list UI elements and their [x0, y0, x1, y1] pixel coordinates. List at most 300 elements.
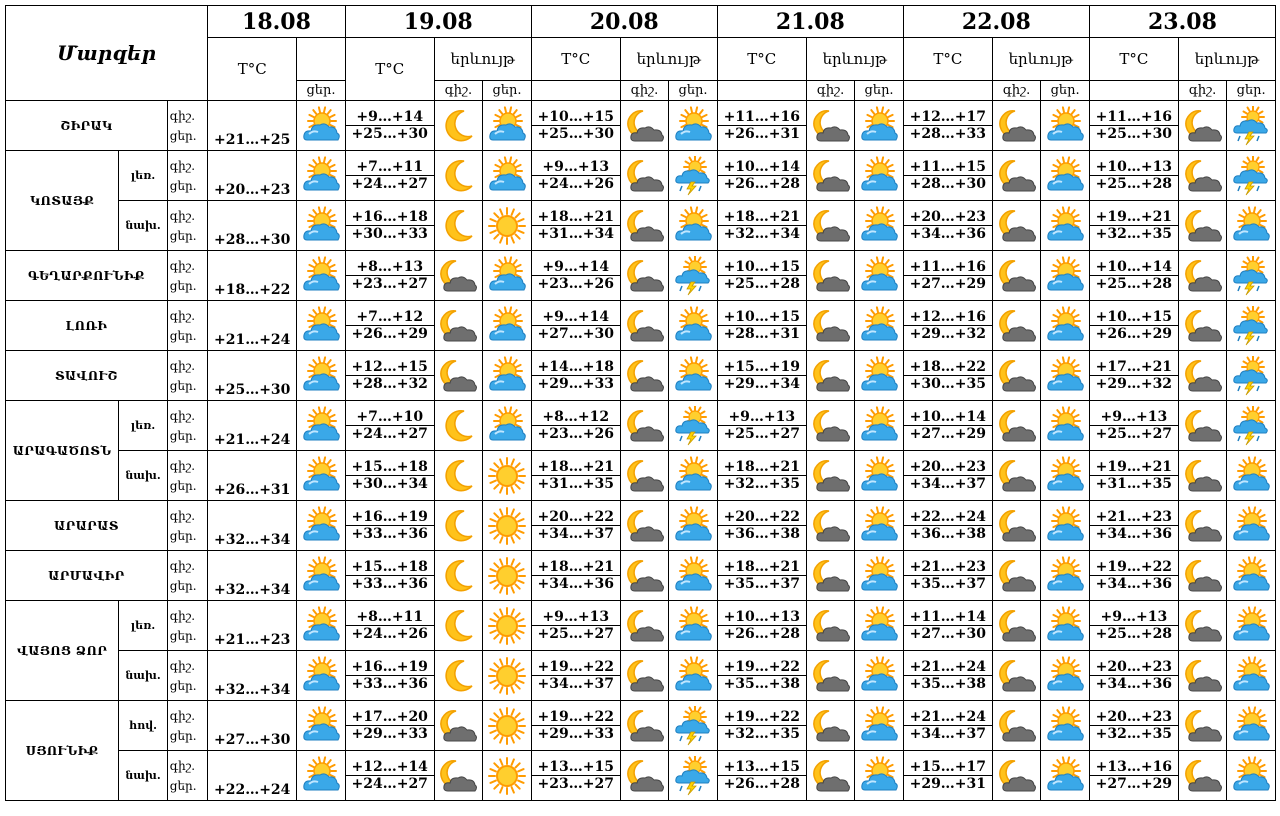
night-temperature: +19…+22 — [1089, 551, 1178, 576]
night-temperature: +9…+13 — [1089, 601, 1178, 626]
moon-icon — [435, 656, 483, 696]
moon-cloud-icon — [807, 706, 855, 746]
table-row — [6, 351, 1276, 376]
regions-header: Մարզեր — [6, 6, 208, 101]
sun-cloud-icon — [297, 456, 345, 496]
night-temperature: +7…+10 — [345, 401, 434, 426]
sun-cloud-icon — [1041, 406, 1089, 446]
weather-icon-cell — [483, 101, 532, 151]
sun-cloud-icon — [855, 406, 903, 446]
night-temperature: +19…+22 — [717, 651, 806, 676]
weather-icon-cell — [992, 101, 1041, 151]
weather-icon-cell — [992, 551, 1041, 601]
day-temperature: +27…+29 — [903, 426, 992, 451]
day-temperature: +25…+27 — [717, 426, 806, 451]
sun-cloud-icon — [1041, 256, 1089, 296]
weather-icon-cell — [669, 651, 718, 701]
night-temperature: +9…+13 — [531, 601, 620, 626]
night-temperature: +11…+16 — [717, 101, 806, 126]
night-temperature: +16…+19 — [345, 651, 434, 676]
temperature-range — [208, 401, 297, 451]
night-temperature: +13…+15 — [717, 751, 806, 776]
day-temperature: +30…+34 — [345, 476, 434, 501]
moon-icon — [435, 556, 483, 596]
moon-cloud-icon — [993, 256, 1041, 296]
day-temperature: +33…+36 — [345, 676, 434, 701]
night-temperature: +11…+15 — [903, 151, 992, 176]
table-row — [6, 601, 1276, 626]
weather-icon-cell — [1227, 401, 1276, 451]
sun-icon — [483, 756, 531, 796]
weather-icon-cell — [434, 401, 483, 451]
weather-icon-cell — [669, 351, 718, 401]
day-temperature: +23…+26 — [531, 276, 620, 301]
sun-cloud-icon — [669, 606, 717, 646]
weather-icon-cell — [855, 651, 904, 701]
weather-icon-cell — [1041, 101, 1090, 151]
day-label: ցեր. — [169, 428, 197, 443]
day-temperature: +34…+37 — [903, 476, 992, 501]
night-temperature: +20…+23 — [1089, 701, 1178, 726]
moon-icon — [435, 156, 483, 196]
night-temperature: +19…+21 — [1089, 451, 1178, 476]
day-temperature: +23…+27 — [531, 776, 620, 801]
weather-icon-cell — [1041, 251, 1090, 301]
night-subheader: գիշ. — [806, 81, 855, 101]
day-temperature: +32…+35 — [1089, 226, 1178, 251]
day-temperature: +29…+33 — [345, 726, 434, 751]
night-temperature: +18…+21 — [531, 551, 620, 576]
moon-cloud-icon — [807, 606, 855, 646]
weather-icon-cell — [1041, 401, 1090, 451]
phenomenon-header: երևույթ — [620, 38, 717, 81]
date-header: 23.08 — [1089, 6, 1275, 38]
weather-icon-cell — [1041, 151, 1090, 201]
sun-cloud-icon — [855, 656, 903, 696]
weather-icon-cell — [620, 351, 669, 401]
moon-cloud-icon — [621, 106, 669, 146]
day-temperature: +21…+24 — [213, 432, 291, 448]
day-label: ցեր. — [169, 278, 197, 293]
moon-cloud-icon — [1179, 356, 1227, 396]
weather-icon-cell — [669, 401, 718, 451]
weather-icon-cell — [806, 601, 855, 651]
sun-cloud-icon — [855, 556, 903, 596]
day-temperature: +25…+30 — [531, 126, 620, 151]
weather-icon-cell — [620, 301, 669, 351]
day-night-label — [167, 151, 207, 201]
moon-cloud-icon — [1179, 556, 1227, 596]
weather-icon-cell — [669, 251, 718, 301]
moon-cloud-icon — [1179, 256, 1227, 296]
day-temperature: +25…+28 — [1089, 626, 1178, 651]
weather-icon-cell — [669, 501, 718, 551]
region-name: ԳԵՂԱՐՔՈՒՆԻՔ — [6, 251, 168, 301]
night-temperature: +10…+13 — [1089, 151, 1178, 176]
moon-cloud-icon — [621, 606, 669, 646]
weather-icon-cell — [806, 151, 855, 201]
table-row — [6, 751, 1276, 776]
moon-cloud-icon — [993, 456, 1041, 496]
day-temperature: +31…+35 — [1089, 476, 1178, 501]
weather-icon-cell — [992, 501, 1041, 551]
day-label: ցեր. — [169, 728, 197, 743]
day-temperature: +28…+30 — [213, 232, 291, 248]
day-night-label — [167, 701, 207, 751]
weather-icon-cell — [992, 251, 1041, 301]
weather-icon-cell — [806, 301, 855, 351]
subregion-label: լեռ. — [119, 401, 168, 451]
weather-icon-cell — [992, 351, 1041, 401]
weather-icon-cell — [992, 451, 1041, 501]
weather-icon-cell — [1227, 301, 1276, 351]
weather-icon-cell — [1178, 401, 1227, 451]
moon-cloud-icon — [993, 206, 1041, 246]
moon-cloud-icon — [1179, 106, 1227, 146]
day-temperature: +28…+31 — [717, 326, 806, 351]
day-temperature: +24…+26 — [345, 626, 434, 651]
day-temperature: +36…+38 — [903, 526, 992, 551]
day-temperature: +29…+31 — [903, 776, 992, 801]
moon-cloud-icon — [807, 206, 855, 246]
night-temperature: +9…+14 — [345, 101, 434, 126]
weather-icon-cell — [855, 301, 904, 351]
weather-icon-cell — [620, 251, 669, 301]
day-temperature: +31…+35 — [531, 476, 620, 501]
moon-cloud-icon — [621, 756, 669, 796]
subregion-label: հով. — [119, 701, 168, 751]
sun-cloud-icon — [1041, 556, 1089, 596]
moon-cloud-icon — [993, 106, 1041, 146]
night-temperature: +9…+14 — [531, 301, 620, 326]
thunderstorm-icon — [1227, 106, 1275, 146]
weather-icon-cell — [434, 251, 483, 301]
sun-icon — [483, 706, 531, 746]
weather-icon-cell — [483, 251, 532, 301]
day-night-label — [167, 501, 207, 551]
sun-cloud-icon — [1041, 156, 1089, 196]
moon-icon — [435, 456, 483, 496]
weather-icon-cell — [620, 701, 669, 751]
night-temperature: +10…+15 — [1089, 301, 1178, 326]
night-temperature: +14…+18 — [531, 351, 620, 376]
sun-cloud-icon — [297, 506, 345, 546]
weather-icon-cell — [806, 401, 855, 451]
temp-header: T°C — [345, 38, 434, 101]
sun-icon — [483, 556, 531, 596]
sun-cloud-icon — [669, 656, 717, 696]
sun-cloud-icon — [297, 206, 345, 246]
sun-cloud-icon — [483, 356, 531, 396]
moon-cloud-icon — [435, 756, 483, 796]
empty-subheader — [903, 81, 992, 101]
sun-cloud-icon — [297, 256, 345, 296]
moon-cloud-icon — [1179, 756, 1227, 796]
moon-cloud-icon — [621, 356, 669, 396]
moon-cloud-icon — [435, 356, 483, 396]
phenomenon-header: երևույթ — [806, 38, 903, 81]
moon-cloud-icon — [621, 656, 669, 696]
weather-icon-cell — [1041, 551, 1090, 601]
subregion-label: նախ. — [119, 201, 168, 251]
date-header: 19.08 — [345, 6, 531, 38]
sun-cloud-icon — [855, 456, 903, 496]
weather-icon-cell — [483, 651, 532, 701]
moon-cloud-icon — [1179, 456, 1227, 496]
sun-cloud-icon — [669, 306, 717, 346]
day-temperature: +30…+33 — [345, 226, 434, 251]
weather-icon-cell — [483, 401, 532, 451]
moon-cloud-icon — [621, 206, 669, 246]
day-temperature: +28…+32 — [345, 376, 434, 401]
day-temperature: +32…+35 — [717, 476, 806, 501]
weather-icon-cell — [1178, 251, 1227, 301]
night-temperature: +18…+21 — [717, 451, 806, 476]
weather-icon-cell — [483, 301, 532, 351]
sun-cloud-icon — [1227, 456, 1275, 496]
moon-cloud-icon — [621, 406, 669, 446]
thunderstorm-icon — [1227, 356, 1275, 396]
day-temperature: +34…+36 — [903, 226, 992, 251]
sun-cloud-icon — [1041, 656, 1089, 696]
moon-cloud-icon — [1179, 506, 1227, 546]
day-temperature: +29…+33 — [531, 726, 620, 751]
temperature-range — [208, 251, 297, 301]
sun-cloud-icon — [855, 106, 903, 146]
weather-icon-cell — [297, 701, 346, 751]
night-temperature: +10…+15 — [717, 301, 806, 326]
temperature-range — [208, 751, 297, 801]
day-temperature: +21…+24 — [213, 332, 291, 348]
day-label: ցեր. — [169, 478, 197, 493]
moon-cloud-icon — [993, 556, 1041, 596]
sun-cloud-icon — [1227, 706, 1275, 746]
night-label: գիշ. — [169, 508, 196, 523]
weather-icon-cell — [1178, 501, 1227, 551]
night-label: գիշ. — [169, 258, 196, 273]
day-temperature: +26…+28 — [717, 776, 806, 801]
sun-cloud-icon — [855, 756, 903, 796]
night-subheader: գիշ. — [434, 81, 483, 101]
weather-icon-cell — [1227, 551, 1276, 601]
weather-icon-cell — [297, 301, 346, 351]
day-temperature: +18…+22 — [213, 282, 291, 298]
sun-cloud-icon — [483, 256, 531, 296]
temp-header: T°C — [717, 38, 806, 81]
moon-cloud-icon — [1179, 206, 1227, 246]
weather-icon-cell — [434, 451, 483, 501]
region-name: ԿՈՏԱՅՔ — [6, 151, 119, 251]
weather-icon-cell — [855, 201, 904, 251]
weather-icon-cell — [1041, 301, 1090, 351]
sun-cloud-icon — [855, 306, 903, 346]
empty-subheader — [1089, 81, 1178, 101]
moon-cloud-icon — [807, 156, 855, 196]
subregion-label: նախ. — [119, 451, 168, 501]
temperature-range — [208, 301, 297, 351]
day-night-label — [167, 601, 207, 651]
sun-cloud-icon — [855, 256, 903, 296]
night-temperature: +22…+24 — [903, 501, 992, 526]
moon-cloud-icon — [807, 456, 855, 496]
weather-icon-cell — [992, 151, 1041, 201]
moon-cloud-icon — [1179, 656, 1227, 696]
night-temperature: +17…+21 — [1089, 351, 1178, 376]
day-night-label — [167, 351, 207, 401]
moon-cloud-icon — [807, 556, 855, 596]
weather-icon-cell — [806, 501, 855, 551]
temperature-range — [208, 201, 297, 251]
weather-icon-cell — [620, 401, 669, 451]
day-temperature: +36…+38 — [717, 526, 806, 551]
weather-icon-cell — [620, 451, 669, 501]
day-temperature: +35…+38 — [717, 676, 806, 701]
day-night-label — [167, 401, 207, 451]
sun-cloud-icon — [669, 106, 717, 146]
night-temperature: +21…+24 — [903, 651, 992, 676]
moon-cloud-icon — [621, 456, 669, 496]
temperature-range — [208, 101, 297, 151]
day-temperature: +32…+35 — [1089, 726, 1178, 751]
region-name: ՏԱՎՈՒՇ — [6, 351, 168, 401]
region-name: ԱՐՄԱՎԻՐ — [6, 551, 168, 601]
table-row — [6, 301, 1276, 326]
sun-cloud-icon — [855, 606, 903, 646]
moon-cloud-icon — [621, 506, 669, 546]
weather-icon-cell — [806, 651, 855, 701]
date-header: 20.08 — [531, 6, 717, 38]
day-temperature: +24…+26 — [531, 176, 620, 201]
sun-cloud-icon — [297, 156, 345, 196]
subregion-label: նախ. — [119, 751, 168, 801]
date-header: 21.08 — [717, 6, 903, 38]
weather-icon-cell — [1227, 501, 1276, 551]
day-temperature: +26…+29 — [345, 326, 434, 351]
day-night-label — [167, 551, 207, 601]
sun-cloud-icon — [297, 406, 345, 446]
day-temperature: +23…+26 — [531, 426, 620, 451]
weather-icon-cell — [992, 651, 1041, 701]
night-temperature: +20…+23 — [903, 201, 992, 226]
weather-icon-cell — [1227, 451, 1276, 501]
day-temperature: +34…+37 — [531, 676, 620, 701]
sun-cloud-icon — [1227, 506, 1275, 546]
moon-cloud-icon — [1179, 706, 1227, 746]
sun-cloud-icon — [1041, 306, 1089, 346]
day-temperature: +34…+36 — [1089, 526, 1178, 551]
day-temperature: +27…+30 — [903, 626, 992, 651]
day-temperature: +35…+37 — [903, 576, 992, 601]
moon-cloud-icon — [1179, 606, 1227, 646]
night-temperature: +15…+19 — [717, 351, 806, 376]
moon-cloud-icon — [621, 706, 669, 746]
weather-icon-cell — [1227, 251, 1276, 301]
weather-icon-cell — [1041, 451, 1090, 501]
day-temperature: +25…+28 — [1089, 176, 1178, 201]
weather-icon-cell — [1178, 301, 1227, 351]
weather-icon-cell — [297, 401, 346, 451]
temperature-range — [208, 651, 297, 701]
night-temperature: +15…+17 — [903, 751, 992, 776]
table-row — [6, 551, 1276, 576]
weather-icon-cell — [992, 301, 1041, 351]
moon-icon — [435, 206, 483, 246]
weather-icon-cell — [855, 601, 904, 651]
night-temperature: +11…+16 — [1089, 101, 1178, 126]
sun-cloud-icon — [1041, 506, 1089, 546]
subregion-label: լեռ. — [119, 151, 168, 201]
day-night-label — [167, 101, 207, 151]
night-label: գիշ. — [169, 208, 196, 223]
day-label: ցեր. — [169, 678, 197, 693]
weather-icon-cell — [669, 451, 718, 501]
day-night-label — [167, 301, 207, 351]
weather-icon-cell — [434, 551, 483, 601]
weather-icon-cell — [806, 701, 855, 751]
sun-icon — [483, 206, 531, 246]
night-temperature: +10…+14 — [903, 401, 992, 426]
weather-icon-cell — [297, 151, 346, 201]
sun-cloud-icon — [855, 156, 903, 196]
weather-icon-cell — [434, 751, 483, 801]
region-name: ԱՐԱԳԱԾՈՏՆ — [6, 401, 119, 501]
day-temperature: +32…+35 — [717, 726, 806, 751]
table-row — [6, 151, 1276, 176]
day-temperature: +26…+29 — [1089, 326, 1178, 351]
moon-cloud-icon — [1179, 306, 1227, 346]
sun-cloud-icon — [483, 306, 531, 346]
weather-icon-cell — [434, 351, 483, 401]
day-label: ցեր. — [169, 328, 197, 343]
weather-icon-cell — [1227, 351, 1276, 401]
temperature-range — [208, 451, 297, 501]
day-label: ցեր. — [169, 578, 197, 593]
weather-icon-cell — [1178, 651, 1227, 701]
night-temperature: +15…+18 — [345, 451, 434, 476]
day-temperature: +35…+38 — [903, 676, 992, 701]
temperature-range — [208, 151, 297, 201]
weather-icon-cell — [434, 601, 483, 651]
day-temperature: +33…+36 — [345, 526, 434, 551]
day-subheader: ցեր. — [1041, 81, 1090, 101]
sun-cloud-icon — [669, 506, 717, 546]
moon-cloud-icon — [807, 306, 855, 346]
night-temperature: +9…+13 — [717, 401, 806, 426]
thunderstorm-icon — [669, 406, 717, 446]
sun-cloud-icon — [483, 406, 531, 446]
weather-icon-cell — [297, 101, 346, 151]
sun-cloud-icon — [669, 556, 717, 596]
night-temperature: +10…+15 — [717, 251, 806, 276]
temp-header: T°C — [208, 38, 297, 101]
moon-cloud-icon — [435, 256, 483, 296]
weather-icon-cell — [1227, 701, 1276, 751]
moon-cloud-icon — [993, 306, 1041, 346]
weather-icon-cell — [1178, 601, 1227, 651]
weather-icon-cell — [1041, 351, 1090, 401]
moon-cloud-icon — [621, 306, 669, 346]
moon-cloud-icon — [807, 356, 855, 396]
day-temperature: +32…+34 — [213, 682, 291, 698]
temperature-range — [208, 701, 297, 751]
weather-icon-cell — [806, 101, 855, 151]
night-subheader: գիշ. — [1178, 81, 1227, 101]
weather-icon-cell — [855, 101, 904, 151]
day-temperature: +21…+25 — [213, 132, 291, 148]
weather-icon-cell — [1227, 151, 1276, 201]
moon-cloud-icon — [1179, 156, 1227, 196]
subregion-label: լեռ. — [119, 601, 168, 651]
